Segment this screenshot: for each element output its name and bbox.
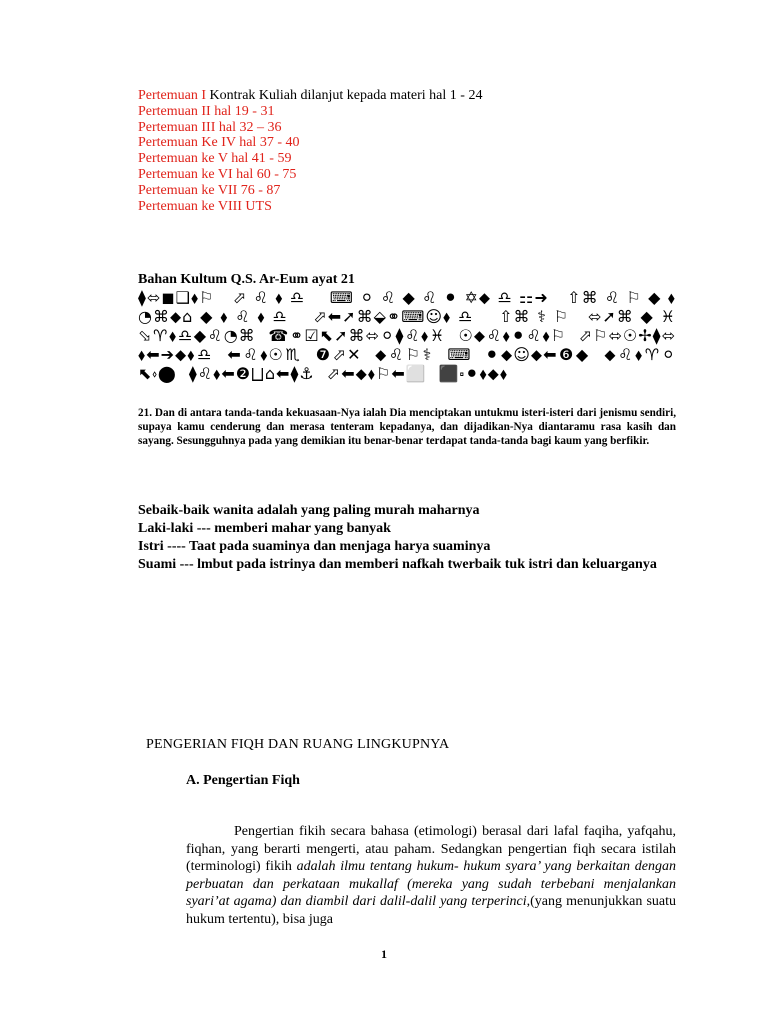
body-italic-text: adalah ilmu tentang hukum- hukum syara’ yang berkaitan dengan perbuatan dan perkataan mukallaf (mereka yang sudah terbebani menjalankan syari’at agama) dan diambil dari dalil-dalil yang terperinci	[186, 859, 676, 910]
kultum-title: Bahan Kultum Q.S. Ar-Eum ayat 21	[138, 272, 355, 287]
body-text: Pengertian fikih secara bahasa (etimologi) berasal dari lafal faqiha, yafqahu, fiqhan, yang berarti mengerti, atau paham. Sedangkan pengertian fiqh secara istilah (terminologi) fikih	[186, 824, 676, 875]
note-line: Laki-laki --- memberi mahar yang banyak	[138, 521, 391, 536]
note-line: Istri ---- Taat pada suaminya dan menjaga harya suaminya	[138, 539, 491, 554]
schedule-item: Pertemuan Ke IV hal 37 - 40	[138, 135, 300, 151]
kultum-section	[138, 272, 676, 449]
subsection-heading: A. Pengertian Fiqh	[186, 773, 300, 788]
schedule-item	[138, 88, 482, 104]
schedule-item: Pertemuan II hal 19 - 31	[138, 103, 275, 119]
verse-translation: 21. Dan di antara tanda-tanda kekuasaan-Nya ialah Dia menciptakan untukmu isteri-isteri dari jenismu sendiri, supaya kamu cenderung dan merasa tenteram kepadanya, dan dijadikan-Nya diantaramu rasa kasih dan sayang. Sesungguhnya pada yang demikian itu benar-benar terdapat tanda-tanda bagi kaum yang berfikir.	[138, 407, 676, 448]
schedule-item: Pertemuan ke VIII UTS	[138, 198, 272, 214]
meeting-schedule	[138, 88, 482, 214]
schedule-item: Pertemuan ke VI hal 60 - 75	[138, 166, 297, 182]
body-paragraph	[186, 823, 676, 929]
schedule-label: Pertemuan I	[138, 88, 207, 103]
section-heading: PENGERIAN FIQH DAN RUANG LINGKUPNYA	[146, 737, 450, 752]
body-text: ,(yang menunjukkan suatu hukum tertentu), bisa juga	[186, 894, 676, 927]
verse-symbol-text: ⧫⬄◼❑⬧⚐ ⬀♌⬧♎ ⌨⚪♌◆♌⚫✡⬥♎⚏➜ ⇧⌘♌⚐◆⬧ ◔⌘⬥⌂◆⬧♌⬧♎ ⬀⬅➚⌘⬙⚭⌨☺⬧♎ ⇧⌘⚕⚐ ⬄➚⌘◆♓ ⬂♈⬧♎◆♌◔⌘ ☎⚭☑⬉➚⌘⬄⚪⧫♌⬧♓ ☉⬥♌⬧⚫♌⬧⚐ ⬀⚐⬄☉✢⧫⬄ ⬧⬅➔⬥⬧♎ ⬅♌⬧☉♏ ❼⬀✕ ⬥♌⚐⚕ ⌨ ⚫⬥☺⬥⬅❻◆ ⬥♌⬧♈⚪ ⬉⬫⬤ ⧫♌⬧⬅❷⨆⌂⬅⧫⚓ ⬀⬅⬥⬧⚐⬅⬜ ⬛⬞⚫⬧⬥⬧	[138, 288, 676, 383]
schedule-item: Pertemuan III hal 32 – 36	[138, 119, 282, 135]
notes-section	[138, 502, 674, 574]
schedule-detail: Kontrak Kuliah dilanjut kepada materi hal 1 - 24	[206, 88, 483, 103]
note-line: Suami --- lmbut pada istrinya dan memberi nafkah twerbaik tuk istri dan keluarganya	[138, 557, 657, 572]
schedule-item: Pertemuan ke VII 76 - 87	[138, 182, 281, 198]
page-number: 1	[381, 947, 387, 961]
note-line: Sebaik-baik wanita adalah yang paling murah maharnya	[138, 503, 480, 518]
schedule-item: Pertemuan ke V hal 41 - 59	[138, 151, 292, 167]
